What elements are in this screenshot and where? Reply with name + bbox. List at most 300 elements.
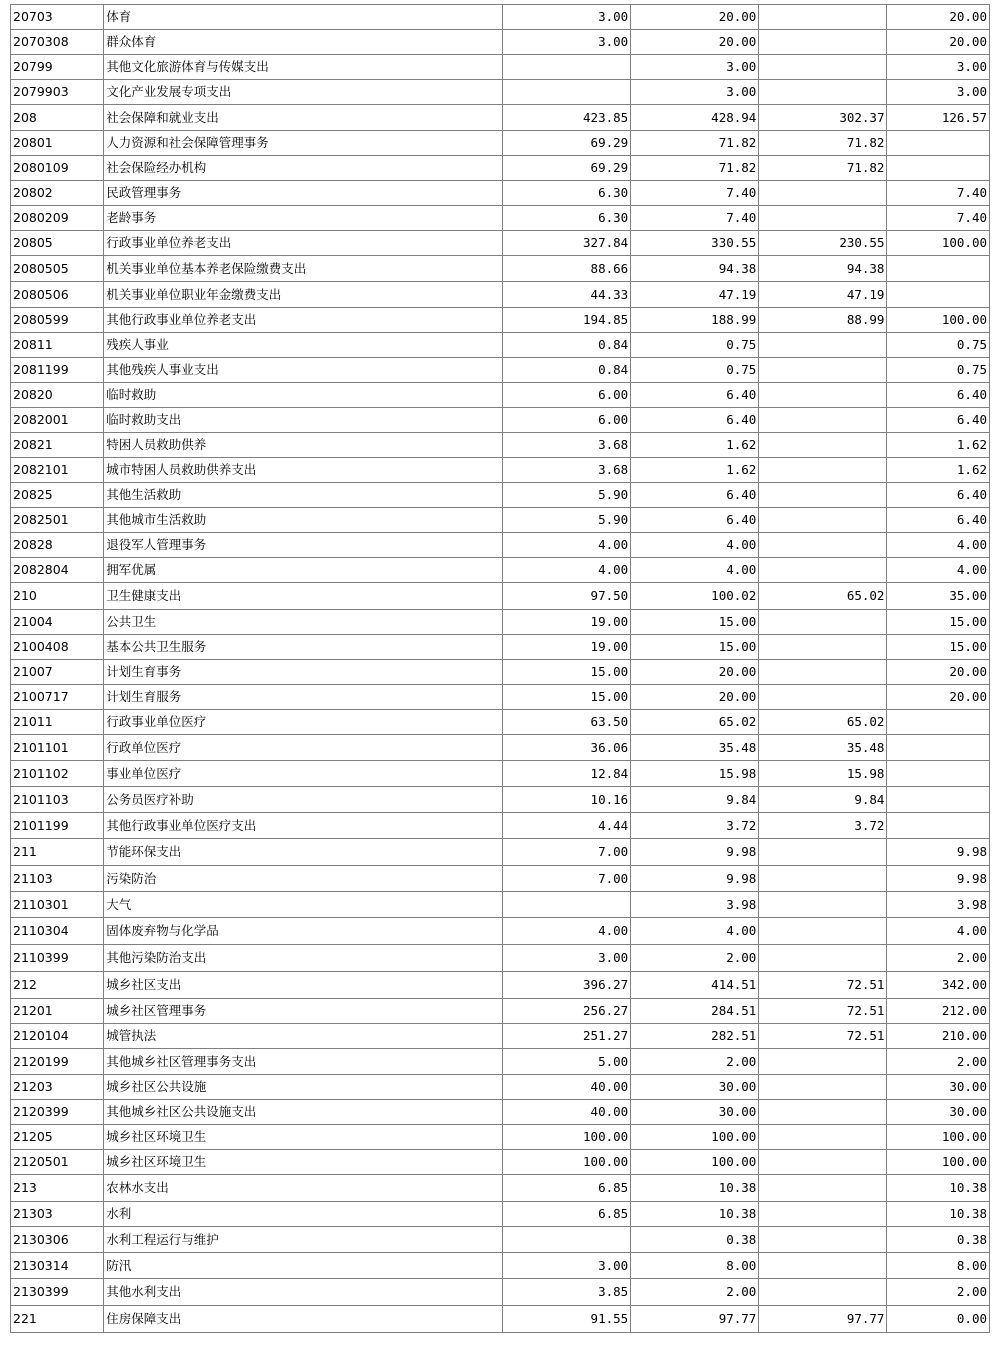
row-value-4: 210.00 xyxy=(887,1024,990,1049)
row-name: 特困人员救助供养 xyxy=(104,433,503,458)
row-name: 污染防治 xyxy=(104,866,503,892)
row-value-4: 30.00 xyxy=(887,1075,990,1100)
row-name: 水利工程运行与维护 xyxy=(104,1227,503,1253)
row-value-4: 30.00 xyxy=(887,1100,990,1125)
row-value-3: 72.51 xyxy=(759,999,887,1024)
table-row xyxy=(11,105,990,131)
row-code: 2110304 xyxy=(11,918,104,945)
row-value-4 xyxy=(887,156,990,181)
row-value-1: 88.66 xyxy=(503,256,631,282)
row-value-4: 20.00 xyxy=(887,30,990,55)
row-value-2: 0.75 xyxy=(631,333,759,358)
row-value-2: 9.84 xyxy=(631,787,759,813)
row-value-3: 230.55 xyxy=(759,231,887,256)
row-value-1: 3.00 xyxy=(503,1253,631,1279)
row-name: 拥军优属 xyxy=(104,558,503,583)
row-value-4: 6.40 xyxy=(887,508,990,533)
row-value-2: 35.48 xyxy=(631,735,759,761)
row-code: 2081199 xyxy=(11,358,104,383)
row-name: 社会保障和就业支出 xyxy=(104,105,503,131)
row-name: 其他污染防治支出 xyxy=(104,945,503,972)
row-value-4: 20.00 xyxy=(887,685,990,710)
row-value-2: 330.55 xyxy=(631,231,759,256)
row-value-2: 7.40 xyxy=(631,181,759,206)
row-value-1: 44.33 xyxy=(503,282,631,308)
row-value-1 xyxy=(503,892,631,918)
row-name: 其他文化旅游体育与传媒支出 xyxy=(104,55,503,80)
row-value-1: 6.30 xyxy=(503,206,631,231)
row-name: 行政事业单位养老支出 xyxy=(104,231,503,256)
row-code: 2120199 xyxy=(11,1049,104,1075)
row-name: 城乡社区支出 xyxy=(104,972,503,999)
row-value-4: 6.40 xyxy=(887,408,990,433)
row-value-1: 3.00 xyxy=(503,5,631,30)
row-name: 退役军人管理事务 xyxy=(104,533,503,558)
row-value-3: 72.51 xyxy=(759,1024,887,1049)
table-row xyxy=(11,710,990,735)
row-value-3 xyxy=(759,333,887,358)
row-name: 其他残疾人事业支出 xyxy=(104,358,503,383)
row-value-3 xyxy=(759,1049,887,1075)
table-row xyxy=(11,458,990,483)
row-value-2: 6.40 xyxy=(631,408,759,433)
table-row xyxy=(11,5,990,30)
row-value-2: 47.19 xyxy=(631,282,759,308)
row-code: 2130314 xyxy=(11,1253,104,1279)
row-value-1: 396.27 xyxy=(503,972,631,999)
row-value-4: 100.00 xyxy=(887,1150,990,1175)
table-row xyxy=(11,333,990,358)
row-value-4: 126.57 xyxy=(887,105,990,131)
row-code: 20825 xyxy=(11,483,104,508)
row-value-2: 20.00 xyxy=(631,660,759,685)
row-code: 2080109 xyxy=(11,156,104,181)
row-value-3: 302.37 xyxy=(759,105,887,131)
row-code: 20828 xyxy=(11,533,104,558)
row-name: 其他行政事业单位养老支出 xyxy=(104,308,503,333)
row-value-4: 3.00 xyxy=(887,80,990,105)
row-value-4: 7.40 xyxy=(887,206,990,231)
row-value-2: 6.40 xyxy=(631,483,759,508)
row-name: 城乡社区公共设施 xyxy=(104,1075,503,1100)
row-value-1: 4.44 xyxy=(503,813,631,839)
row-code: 20821 xyxy=(11,433,104,458)
row-value-4: 100.00 xyxy=(887,231,990,256)
row-value-2: 65.02 xyxy=(631,710,759,735)
row-name: 城乡社区管理事务 xyxy=(104,999,503,1024)
row-code: 21203 xyxy=(11,1075,104,1100)
row-value-1: 12.84 xyxy=(503,761,631,787)
row-value-4: 0.75 xyxy=(887,333,990,358)
row-code: 2082101 xyxy=(11,458,104,483)
row-code: 2082804 xyxy=(11,558,104,583)
row-code: 2130306 xyxy=(11,1227,104,1253)
row-value-2: 4.00 xyxy=(631,918,759,945)
row-value-3: 97.77 xyxy=(759,1306,887,1333)
row-value-3: 71.82 xyxy=(759,156,887,181)
row-code: 2082501 xyxy=(11,508,104,533)
row-value-4: 3.00 xyxy=(887,55,990,80)
row-value-1: 194.85 xyxy=(503,308,631,333)
row-value-1: 100.00 xyxy=(503,1125,631,1150)
row-value-4: 2.00 xyxy=(887,945,990,972)
row-value-4: 9.98 xyxy=(887,866,990,892)
row-value-3 xyxy=(759,1227,887,1253)
row-value-2: 6.40 xyxy=(631,508,759,533)
row-value-4: 15.00 xyxy=(887,635,990,660)
row-value-2: 10.38 xyxy=(631,1175,759,1202)
table-row xyxy=(11,813,990,839)
row-name: 节能环保支出 xyxy=(104,839,503,866)
row-value-2: 10.38 xyxy=(631,1202,759,1227)
table-row xyxy=(11,256,990,282)
row-value-1: 7.00 xyxy=(503,866,631,892)
row-value-4: 10.38 xyxy=(887,1202,990,1227)
row-value-2: 3.72 xyxy=(631,813,759,839)
table-row xyxy=(11,1202,990,1227)
row-name: 其他水利支出 xyxy=(104,1279,503,1306)
table-row xyxy=(11,866,990,892)
table-row xyxy=(11,660,990,685)
table-row xyxy=(11,483,990,508)
row-value-2: 3.98 xyxy=(631,892,759,918)
table-row xyxy=(11,839,990,866)
row-name: 民政管理事务 xyxy=(104,181,503,206)
row-code: 20801 xyxy=(11,131,104,156)
row-value-2: 4.00 xyxy=(631,533,759,558)
row-value-3 xyxy=(759,55,887,80)
row-code: 20703 xyxy=(11,5,104,30)
row-name: 残疾人事业 xyxy=(104,333,503,358)
row-value-1: 3.68 xyxy=(503,458,631,483)
row-name: 农林水支出 xyxy=(104,1175,503,1202)
row-value-3 xyxy=(759,181,887,206)
row-value-4: 7.40 xyxy=(887,181,990,206)
row-value-3 xyxy=(759,433,887,458)
row-code: 2101102 xyxy=(11,761,104,787)
row-value-1: 5.90 xyxy=(503,483,631,508)
table-row xyxy=(11,308,990,333)
row-code: 21011 xyxy=(11,710,104,735)
row-value-1: 63.50 xyxy=(503,710,631,735)
row-value-4: 2.00 xyxy=(887,1049,990,1075)
row-value-1: 15.00 xyxy=(503,660,631,685)
row-value-4: 100.00 xyxy=(887,1125,990,1150)
row-value-3 xyxy=(759,533,887,558)
row-value-3 xyxy=(759,1253,887,1279)
table-row xyxy=(11,1279,990,1306)
row-code: 21103 xyxy=(11,866,104,892)
row-name: 社会保险经办机构 xyxy=(104,156,503,181)
row-value-2: 20.00 xyxy=(631,30,759,55)
row-value-1: 423.85 xyxy=(503,105,631,131)
row-value-4: 2.00 xyxy=(887,1279,990,1306)
row-value-3 xyxy=(759,408,887,433)
row-value-4: 1.62 xyxy=(887,433,990,458)
row-value-4 xyxy=(887,735,990,761)
row-value-3 xyxy=(759,839,887,866)
table-row xyxy=(11,1075,990,1100)
row-code: 21205 xyxy=(11,1125,104,1150)
row-code: 213 xyxy=(11,1175,104,1202)
row-name: 事业单位医疗 xyxy=(104,761,503,787)
row-value-2: 30.00 xyxy=(631,1075,759,1100)
table-row xyxy=(11,1227,990,1253)
row-value-4: 10.38 xyxy=(887,1175,990,1202)
row-value-1: 4.00 xyxy=(503,918,631,945)
row-value-2: 20.00 xyxy=(631,5,759,30)
table-row xyxy=(11,945,990,972)
row-value-4: 6.40 xyxy=(887,383,990,408)
table-row xyxy=(11,1049,990,1075)
row-value-4: 4.00 xyxy=(887,918,990,945)
row-value-2: 1.62 xyxy=(631,433,759,458)
row-value-2: 6.40 xyxy=(631,383,759,408)
row-value-2: 9.98 xyxy=(631,839,759,866)
row-value-1: 3.85 xyxy=(503,1279,631,1306)
row-name: 计划生育服务 xyxy=(104,685,503,710)
row-value-4: 100.00 xyxy=(887,308,990,333)
row-value-1: 69.29 xyxy=(503,156,631,181)
row-name: 人力资源和社会保障管理事务 xyxy=(104,131,503,156)
row-code: 2100408 xyxy=(11,635,104,660)
row-value-4: 20.00 xyxy=(887,5,990,30)
row-code: 2082001 xyxy=(11,408,104,433)
row-name: 城乡社区环境卫生 xyxy=(104,1125,503,1150)
row-value-4: 212.00 xyxy=(887,999,990,1024)
row-value-3 xyxy=(759,685,887,710)
row-value-4: 4.00 xyxy=(887,558,990,583)
row-value-1: 6.85 xyxy=(503,1202,631,1227)
table-row xyxy=(11,156,990,181)
table-row xyxy=(11,635,990,660)
row-value-4 xyxy=(887,282,990,308)
row-value-2: 30.00 xyxy=(631,1100,759,1125)
row-value-1 xyxy=(503,55,631,80)
row-value-4: 15.00 xyxy=(887,610,990,635)
row-value-2: 100.00 xyxy=(631,1150,759,1175)
row-name: 文化产业发展专项支出 xyxy=(104,80,503,105)
table-row xyxy=(11,80,990,105)
row-name: 城管执法 xyxy=(104,1024,503,1049)
row-value-4 xyxy=(887,256,990,282)
row-code: 21007 xyxy=(11,660,104,685)
table-row xyxy=(11,55,990,80)
row-value-3 xyxy=(759,206,887,231)
row-value-4: 8.00 xyxy=(887,1253,990,1279)
table-row xyxy=(11,892,990,918)
row-value-3 xyxy=(759,1150,887,1175)
budget-table xyxy=(10,4,990,1333)
row-value-1: 256.27 xyxy=(503,999,631,1024)
row-name: 临时救助 xyxy=(104,383,503,408)
row-value-3 xyxy=(759,660,887,685)
table-row xyxy=(11,583,990,610)
row-value-4: 0.38 xyxy=(887,1227,990,1253)
table-row xyxy=(11,761,990,787)
table-row xyxy=(11,1150,990,1175)
table-row xyxy=(11,533,990,558)
table-row xyxy=(11,131,990,156)
row-value-1: 3.68 xyxy=(503,433,631,458)
row-value-1: 10.16 xyxy=(503,787,631,813)
row-value-3: 47.19 xyxy=(759,282,887,308)
table-row xyxy=(11,1175,990,1202)
row-code: 2080506 xyxy=(11,282,104,308)
row-name: 行政事业单位医疗 xyxy=(104,710,503,735)
row-name: 住房保障支出 xyxy=(104,1306,503,1333)
row-value-1: 19.00 xyxy=(503,635,631,660)
row-code: 2110301 xyxy=(11,892,104,918)
table-row xyxy=(11,918,990,945)
row-name: 机关事业单位基本养老保险缴费支出 xyxy=(104,256,503,282)
row-name: 其他行政事业单位医疗支出 xyxy=(104,813,503,839)
table-row xyxy=(11,231,990,256)
row-value-2: 4.00 xyxy=(631,558,759,583)
table-row xyxy=(11,735,990,761)
row-code: 2080505 xyxy=(11,256,104,282)
row-value-3 xyxy=(759,383,887,408)
row-name: 基本公共卫生服务 xyxy=(104,635,503,660)
row-name: 机关事业单位职业年金缴费支出 xyxy=(104,282,503,308)
row-code: 2110399 xyxy=(11,945,104,972)
row-value-3 xyxy=(759,892,887,918)
row-code: 2080209 xyxy=(11,206,104,231)
row-code: 2120501 xyxy=(11,1150,104,1175)
row-value-3 xyxy=(759,358,887,383)
row-value-2: 1.62 xyxy=(631,458,759,483)
row-value-1: 6.30 xyxy=(503,181,631,206)
table-row xyxy=(11,787,990,813)
row-value-1 xyxy=(503,80,631,105)
table-row xyxy=(11,1100,990,1125)
row-code: 211 xyxy=(11,839,104,866)
row-code: 2080599 xyxy=(11,308,104,333)
row-value-3: 35.48 xyxy=(759,735,887,761)
row-code: 210 xyxy=(11,583,104,610)
row-name: 群众体育 xyxy=(104,30,503,55)
row-value-3 xyxy=(759,508,887,533)
table-row xyxy=(11,685,990,710)
row-value-3 xyxy=(759,1100,887,1125)
row-value-4: 20.00 xyxy=(887,660,990,685)
row-value-2: 2.00 xyxy=(631,1049,759,1075)
row-value-3 xyxy=(759,1202,887,1227)
table-row xyxy=(11,558,990,583)
row-name: 其他城市生活救助 xyxy=(104,508,503,533)
row-name: 行政单位医疗 xyxy=(104,735,503,761)
row-value-4: 0.00 xyxy=(887,1306,990,1333)
budget-table-body xyxy=(11,5,990,1333)
row-code: 221 xyxy=(11,1306,104,1333)
row-code: 2101199 xyxy=(11,813,104,839)
row-value-3 xyxy=(759,1279,887,1306)
row-value-3 xyxy=(759,635,887,660)
row-value-1: 4.00 xyxy=(503,533,631,558)
row-code: 21004 xyxy=(11,610,104,635)
row-name: 防汛 xyxy=(104,1253,503,1279)
row-value-4 xyxy=(887,813,990,839)
row-name: 固体废弃物与化学品 xyxy=(104,918,503,945)
row-value-1: 6.00 xyxy=(503,408,631,433)
row-code: 21201 xyxy=(11,999,104,1024)
table-row xyxy=(11,1306,990,1333)
row-value-1: 0.84 xyxy=(503,358,631,383)
table-row xyxy=(11,1125,990,1150)
row-value-3 xyxy=(759,458,887,483)
row-value-4: 0.75 xyxy=(887,358,990,383)
row-value-4: 9.98 xyxy=(887,839,990,866)
row-code: 2070308 xyxy=(11,30,104,55)
row-code: 212 xyxy=(11,972,104,999)
row-value-2: 2.00 xyxy=(631,1279,759,1306)
row-value-2: 8.00 xyxy=(631,1253,759,1279)
row-code: 2120399 xyxy=(11,1100,104,1125)
row-value-2: 9.98 xyxy=(631,866,759,892)
row-value-1: 19.00 xyxy=(503,610,631,635)
row-value-1: 327.84 xyxy=(503,231,631,256)
row-value-1: 91.55 xyxy=(503,1306,631,1333)
row-value-2: 20.00 xyxy=(631,685,759,710)
row-value-2: 94.38 xyxy=(631,256,759,282)
row-code: 2130399 xyxy=(11,1279,104,1306)
row-value-3 xyxy=(759,558,887,583)
row-value-1: 251.27 xyxy=(503,1024,631,1049)
row-value-1: 5.00 xyxy=(503,1049,631,1075)
table-row xyxy=(11,383,990,408)
row-value-1: 3.00 xyxy=(503,945,631,972)
row-value-4 xyxy=(887,710,990,735)
row-name: 城市特困人员救助供养支出 xyxy=(104,458,503,483)
row-value-1: 69.29 xyxy=(503,131,631,156)
row-value-2: 100.02 xyxy=(631,583,759,610)
row-value-3 xyxy=(759,945,887,972)
table-row xyxy=(11,282,990,308)
table-row xyxy=(11,358,990,383)
row-value-1: 7.00 xyxy=(503,839,631,866)
row-value-2: 71.82 xyxy=(631,131,759,156)
row-name: 临时救助支出 xyxy=(104,408,503,433)
table-row xyxy=(11,408,990,433)
table-row xyxy=(11,1253,990,1279)
row-value-4 xyxy=(887,787,990,813)
row-value-3: 65.02 xyxy=(759,583,887,610)
table-row xyxy=(11,972,990,999)
row-name: 卫生健康支出 xyxy=(104,583,503,610)
row-value-4: 4.00 xyxy=(887,533,990,558)
row-value-2: 428.94 xyxy=(631,105,759,131)
row-code: 2101101 xyxy=(11,735,104,761)
row-code: 2101103 xyxy=(11,787,104,813)
row-code: 208 xyxy=(11,105,104,131)
row-value-2: 15.98 xyxy=(631,761,759,787)
row-value-1: 40.00 xyxy=(503,1100,631,1125)
row-value-2: 282.51 xyxy=(631,1024,759,1049)
row-value-2: 97.77 xyxy=(631,1306,759,1333)
row-value-2: 3.00 xyxy=(631,55,759,80)
row-value-1: 15.00 xyxy=(503,685,631,710)
row-value-1 xyxy=(503,1227,631,1253)
row-code: 20805 xyxy=(11,231,104,256)
row-value-4: 35.00 xyxy=(887,583,990,610)
row-name: 公务员医疗补助 xyxy=(104,787,503,813)
row-value-3 xyxy=(759,483,887,508)
row-value-1: 6.85 xyxy=(503,1175,631,1202)
row-name: 计划生育事务 xyxy=(104,660,503,685)
row-value-2: 0.75 xyxy=(631,358,759,383)
row-value-3 xyxy=(759,5,887,30)
row-value-4: 3.98 xyxy=(887,892,990,918)
